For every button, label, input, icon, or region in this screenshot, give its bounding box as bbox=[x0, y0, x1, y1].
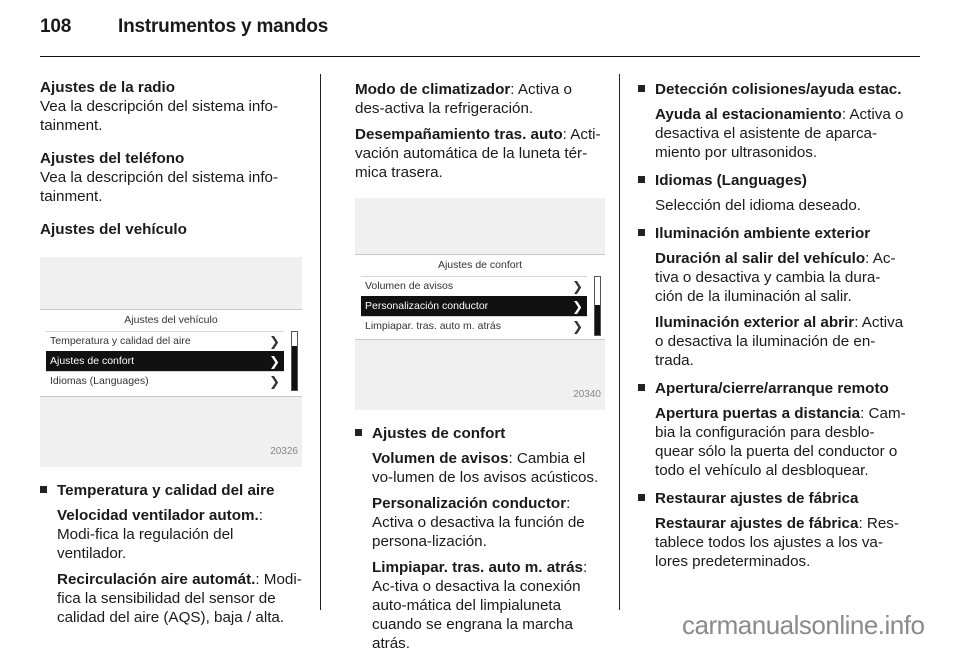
bullet-comfort bbox=[355, 424, 605, 653]
bullet-temperature bbox=[40, 481, 302, 627]
column-2 bbox=[355, 80, 605, 662]
column-1 bbox=[40, 78, 302, 636]
item-text: : Cam-bia la configuración para desblo-quear sólo la puerta del conductor o todo el vehículo al desbloquear. bbox=[655, 405, 906, 479]
page-title: Instrumentos y mandos bbox=[118, 16, 329, 37]
item-text: Selección del idioma deseado. bbox=[655, 197, 862, 214]
item-term: Apertura puertas a distancia bbox=[655, 405, 861, 422]
item-term: Ayuda al estacionamiento bbox=[655, 106, 842, 123]
climate-mode-item bbox=[355, 80, 605, 118]
phone-settings bbox=[40, 149, 302, 206]
menu-row-selected bbox=[46, 351, 284, 371]
bullet-title: Restaurar ajustes de fábrica bbox=[655, 490, 859, 507]
chevron-right-icon: ❯ bbox=[269, 334, 280, 349]
chevron-right-icon: ❯ bbox=[572, 279, 583, 294]
item-text: : Activa o des-activa la refrigeración. bbox=[355, 81, 572, 117]
scrollbar-thumb bbox=[595, 305, 600, 335]
header-rule bbox=[40, 56, 920, 57]
item-term: Iluminación exterior al abrir bbox=[655, 314, 855, 331]
vehicle-settings-screen-figure bbox=[40, 257, 302, 467]
radio-settings bbox=[40, 78, 302, 135]
bullet-parking bbox=[638, 80, 908, 162]
screen-title: Ajustes de confort bbox=[437, 259, 523, 271]
menu-row bbox=[46, 331, 284, 351]
item-term: Modo de climatizador bbox=[355, 81, 511, 98]
bullet-exterior-lighting bbox=[638, 224, 908, 370]
page-number: 108 bbox=[40, 16, 72, 37]
column-3 bbox=[638, 80, 908, 580]
bullet-item bbox=[655, 514, 908, 571]
bullet-item bbox=[655, 196, 908, 215]
menu-row-label: Personalización conductor bbox=[365, 300, 489, 312]
menu-row-label: Volumen de avisos bbox=[365, 280, 454, 292]
figure-number: 20326 bbox=[270, 446, 298, 457]
bullet-square-icon bbox=[40, 486, 47, 493]
menu-list bbox=[361, 276, 601, 336]
vehicle-settings-heading: Ajustes del vehículo bbox=[40, 221, 187, 238]
bullet-item bbox=[372, 558, 605, 653]
bullet-item bbox=[655, 249, 908, 306]
item-text: : Modi-fica la regulación del ventilador. bbox=[57, 507, 263, 562]
bullet-languages bbox=[638, 171, 908, 215]
rear-defog-item bbox=[355, 125, 605, 182]
radio-settings-text: Vea la descripción del sistema info-tainment. bbox=[40, 98, 279, 134]
menu-row-selected bbox=[361, 296, 587, 316]
comfort-settings-screen-figure bbox=[355, 198, 605, 410]
screen-title: Ajustes del vehículo bbox=[124, 314, 218, 326]
figure-number: 20340 bbox=[573, 389, 601, 400]
bullet-item bbox=[57, 570, 302, 627]
item-term: Personalización conductor bbox=[372, 495, 567, 512]
menu-list bbox=[46, 331, 298, 391]
bullet-title: Iluminación ambiente exterior bbox=[655, 225, 871, 242]
menu-row bbox=[46, 371, 284, 391]
bullet-title: Idiomas (Languages) bbox=[655, 172, 807, 189]
bullet-item bbox=[655, 105, 908, 162]
item-term: Velocidad ventilador autom. bbox=[57, 507, 259, 524]
scrollbar bbox=[291, 331, 298, 391]
column-divider-2 bbox=[619, 74, 620, 610]
column-divider-1 bbox=[320, 74, 321, 610]
bullet-square-icon bbox=[638, 229, 645, 236]
chevron-right-icon: ❯ bbox=[269, 374, 280, 389]
bullet-remote bbox=[638, 379, 908, 480]
menu-row-label: Idiomas (Languages) bbox=[50, 375, 149, 387]
item-term: Desempañamiento tras. auto bbox=[355, 126, 563, 143]
bullet-square-icon bbox=[638, 494, 645, 501]
item-text: : Ac-tiva o desactiva la conexión auto-mática del limpialuneta cuando se engrana la marcha atrás. bbox=[372, 559, 588, 652]
item-term: Volumen de avisos bbox=[372, 450, 509, 467]
item-text: : Res-tablece todos los ajustes a los va-lores predeterminados. bbox=[655, 515, 899, 570]
bullet-item bbox=[57, 506, 302, 563]
phone-settings-heading: Ajustes del teléfono bbox=[40, 150, 185, 167]
bullet-square-icon bbox=[638, 85, 645, 92]
bullet-item bbox=[372, 494, 605, 551]
item-text: : Cambia el vo-lumen de los avisos acústicos. bbox=[372, 450, 599, 486]
item-text: : Acti-vación automática de la luneta tér-mica trasera. bbox=[355, 126, 601, 181]
bullet-square-icon bbox=[355, 429, 362, 436]
item-text: : Modi-fica la sensibilidad del sensor de calidad del aire (AQS), baja / alta. bbox=[57, 571, 302, 626]
item-term: Duración al salir del vehículo bbox=[655, 250, 866, 267]
bullet-square-icon bbox=[638, 176, 645, 183]
display-screen bbox=[40, 309, 302, 397]
menu-row bbox=[361, 316, 587, 336]
bullet-title: Detección colisiones/ayuda estac. bbox=[655, 81, 902, 98]
chevron-right-icon: ❯ bbox=[572, 319, 583, 334]
radio-settings-heading: Ajustes de la radio bbox=[40, 79, 176, 96]
bullet-title: Ajustes de confort bbox=[372, 425, 506, 442]
display-screen bbox=[355, 254, 605, 340]
item-term: Limpiapar. tras. auto m. atrás bbox=[372, 559, 584, 576]
menu-row-label: Ajustes de confort bbox=[50, 355, 135, 367]
item-text: : Activa o desactiva la iluminación de en-trada. bbox=[655, 314, 904, 369]
bullet-factory-reset bbox=[638, 489, 908, 571]
menu-row-label: Limpiapar. tras. auto m. atrás bbox=[365, 320, 501, 332]
bullet-title: Apertura/cierre/arranque remoto bbox=[655, 380, 889, 397]
item-term: Recirculación aire automát. bbox=[57, 571, 256, 588]
watermark-logo: carmanualsonline.info bbox=[682, 610, 925, 640]
chevron-right-icon: ❯ bbox=[269, 354, 280, 369]
menu-row-label: Temperatura y calidad del aire bbox=[50, 335, 191, 347]
item-text: : Activa o desactiva el asistente de aparca-miento por ultrasonidos. bbox=[655, 106, 904, 161]
scrollbar bbox=[594, 276, 601, 336]
bullet-item bbox=[372, 449, 605, 487]
chevron-right-icon: ❯ bbox=[572, 299, 583, 314]
scrollbar-thumb bbox=[292, 346, 297, 390]
item-text: : Ac-tiva o desactiva y cambia la dura-ción de la iluminación al salir. bbox=[655, 250, 896, 305]
item-term: Restaurar ajustes de fábrica bbox=[655, 515, 859, 532]
bullet-item bbox=[655, 313, 908, 370]
bullet-square-icon bbox=[638, 384, 645, 391]
menu-row bbox=[361, 276, 587, 296]
phone-settings-text: Vea la descripción del sistema info-tainment. bbox=[40, 169, 279, 205]
item-text: : Activa o desactiva la función de persona-lización. bbox=[372, 495, 585, 550]
bullet-item bbox=[655, 404, 908, 480]
page-header bbox=[40, 16, 920, 38]
bullet-title: Temperatura y calidad del aire bbox=[57, 482, 275, 499]
